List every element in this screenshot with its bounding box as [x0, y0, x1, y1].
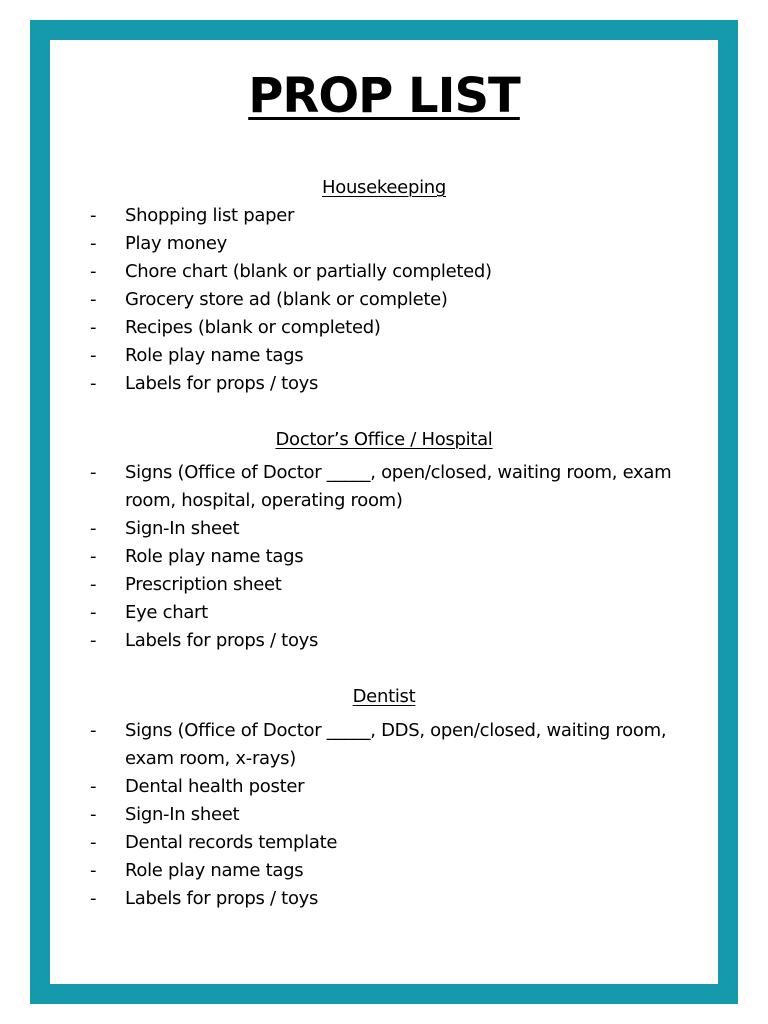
list-item: - Dental health poster: [90, 773, 685, 801]
list-item: - Role play name tags: [90, 543, 685, 571]
list-item: - Labels for props / toys: [90, 370, 685, 398]
list-item: - Chore chart (blank or partially completed): [90, 258, 685, 286]
dash-bullet: -: [90, 832, 97, 853]
dash-bullet: -: [90, 860, 97, 881]
dentist-list: [90, 717, 685, 913]
housekeeping-list: [90, 202, 685, 398]
dash-bullet: -: [90, 888, 97, 909]
dash-bullet: -: [90, 373, 97, 394]
section-heading-housekeeping: Housekeeping: [322, 177, 446, 198]
page-title: PROP LIST: [248, 68, 520, 124]
list-item: - Labels for props / toys: [90, 627, 685, 655]
dash-bullet: -: [90, 261, 97, 282]
dash-bullet: -: [90, 804, 97, 825]
dash-bullet: -: [90, 462, 97, 483]
list-item: - Dental records template: [90, 829, 685, 857]
list-item: - Signs (Office of Doctor _____, open/closed, waiting room, exam room, hospital, operating room): [90, 459, 685, 515]
list-item: - Labels for props / toys: [90, 885, 685, 913]
dash-bullet: -: [90, 574, 97, 595]
list-item: - Recipes (blank or completed): [90, 314, 685, 342]
list-item: - Role play name tags: [90, 342, 685, 370]
dash-bullet: -: [90, 317, 97, 338]
doctors-office-list: [90, 459, 685, 655]
list-item: - Play money: [90, 230, 685, 258]
list-item: - Sign-In sheet: [90, 515, 685, 543]
dash-bullet: -: [90, 720, 97, 741]
dash-bullet: -: [90, 546, 97, 567]
list-item: - Grocery store ad (blank or complete): [90, 286, 685, 314]
dash-bullet: -: [90, 345, 97, 366]
list-item: - Role play name tags: [90, 857, 685, 885]
dash-bullet: -: [90, 233, 97, 254]
dash-bullet: -: [90, 289, 97, 310]
dash-bullet: -: [90, 205, 97, 226]
dash-bullet: -: [90, 518, 97, 539]
list-item: - Sign-In sheet: [90, 801, 685, 829]
section-heading-doctors-office: Doctor’s Office / Hospital: [275, 429, 493, 450]
dash-bullet: -: [90, 776, 97, 797]
list-item: - Signs (Office of Doctor _____, DDS, open/closed, waiting room, exam room, x-rays): [90, 717, 685, 773]
list-item: - Eye chart: [90, 599, 685, 627]
list-item: - Shopping list paper: [90, 202, 685, 230]
section-heading-dentist: Dentist: [352, 686, 416, 707]
dash-bullet: -: [90, 630, 97, 651]
dash-bullet: -: [90, 602, 97, 623]
list-item: - Prescription sheet: [90, 571, 685, 599]
